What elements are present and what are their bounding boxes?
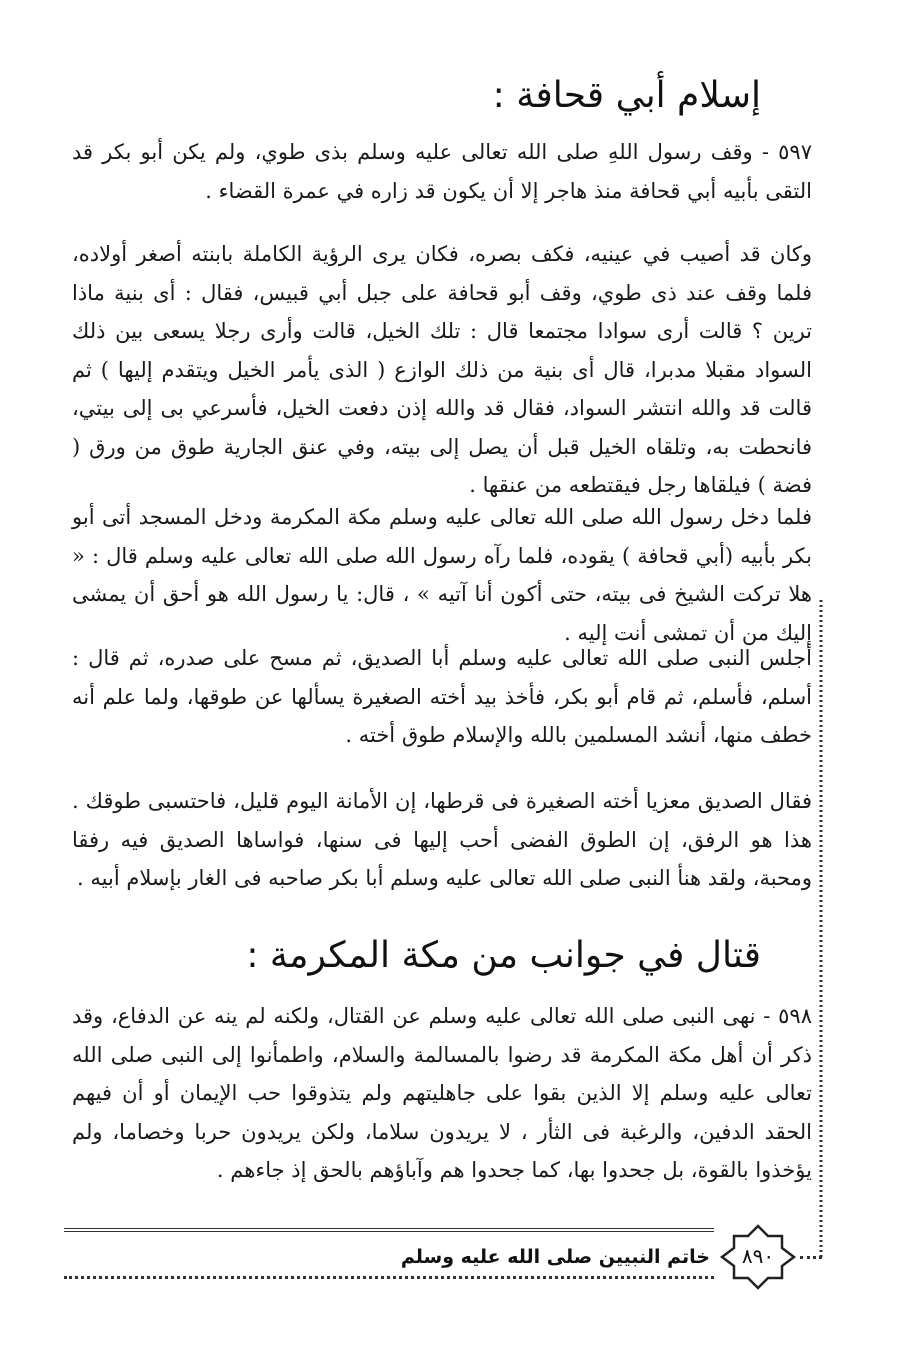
paragraph: فلما دخل رسول الله صلى الله تعالى عليه وسلم مكة المكرمة ودخل المسجد أتى أبو بكر بأبيه (أبي قحافة ) يقوده، فلما رآه رسول الله صلى الله تعالى عليه وسلم قال : « هلا تركت الشيخ فى بيته، حتى أكون أنا آتيه » ، قال: يا رسول الله هو أحق أن يمشى إليك من أن تمشى أنت إليه .	[72, 505, 812, 645]
footer-underline	[64, 1276, 714, 1279]
paragraph: فقال الصديق معزيا أخته الصغيرة فى قرطها، إن الأمانة اليوم قليل، فاحتسبى طوقك . هذا هو الرفق، إن الطوق الفضى أحب إليها فى سنها، فواساها الصديق فيه رفقا ومحبة، ولقد هنأ النبى صلى الله تعالى عليه وسلم أبا بكر صاحبه فى الغار بإسلام أبيه .	[72, 789, 812, 890]
running-footer-title: خاتم النبيين صلى الله عليه وسلم	[400, 1246, 710, 1268]
paragraph: ٥٩٧ - وقف رسول اللهِ صلى الله تعالى عليه وسلم بذى طوي، ولم يكن أبو بكر قد التقى بأبيه أبي قحافة منذ هاجر إلا أن يكون قد زاره في عمرة القضاء .	[72, 140, 812, 203]
footer-divider-right	[800, 1256, 822, 1259]
paragraph: ٥٩٨ - نهى النبى صلى الله تعالى عليه وسلم عن القتال، ولكنه لم ينه عن الدفاع، وقد ذكر أن أهل مكة المكرمة قد رضوا بالمسالمة والسلام، واطمأنوا إلى النبى صلى الله تعالى عليه وسلم إلا الذين بقوا على جاهليتهم ولم يتذوقوا حب الإيمان أو أن فيهم الحقد الدفين، والرغبة فى الثأر ، لا يريدون سلاما، ولكن يريدون حربا وخصاما، ولم يؤخذوا بالقوة، بل جحدوا بها، كما جحدوا هم وآباؤهم بالحق إذ جاءهم .	[72, 1004, 812, 1182]
page-number: ٨٩٠	[741, 1244, 775, 1268]
paragraph: أجلس النبى صلى الله تعالى عليه وسلم أبا الصديق، ثم مسح على صدره، ثم قال : أسلم، فأسلم، ثم قام أبو بكر، فأخذ بيد أخته الصغيرة يسألها عن طوقها، ولما علم أنه خطف منها، أنشد المسلمين بالله والإسلام طوق أخته .	[72, 646, 812, 747]
footer-divider	[64, 1228, 714, 1232]
section-heading: إسلام أبي قحافة :	[492, 75, 761, 116]
paragraph: وكان قد أصيب في عينيه، فكف بصره، فكان يرى الرؤية الكاملة بابنته أصغر أولاده، فلما وقف عند ذى طوي، وقف أبو قحافة على جبل أبي قبيس، فقال : أى بنية ماذا ترين ؟ قالت أرى سوادا مجتمعا قال : تلك الخيل، قالت وأرى رجلا يسعى بين ذلك السواد مقبلا مدبرا، قال أى بنية من ذلك الوازع ( الذى يأمر الخيل ويتقدم إليها ) ثم قالت قد والله انتشر السواد، فقال قد والله إذن دفعت الخيل، فأسرعي بى إلى بيتي، فانحطت به، وتلقاه الخيل قبل أن يصل إلى بيته، وفي عنق الجارية طوق من ورق ( فضة ) فيلقاها رجل فيقتطعه من عنقها .	[72, 242, 812, 497]
decorative-border	[818, 600, 826, 1260]
section-heading: قتال في جوانب من مكة المكرمة :	[246, 935, 761, 976]
